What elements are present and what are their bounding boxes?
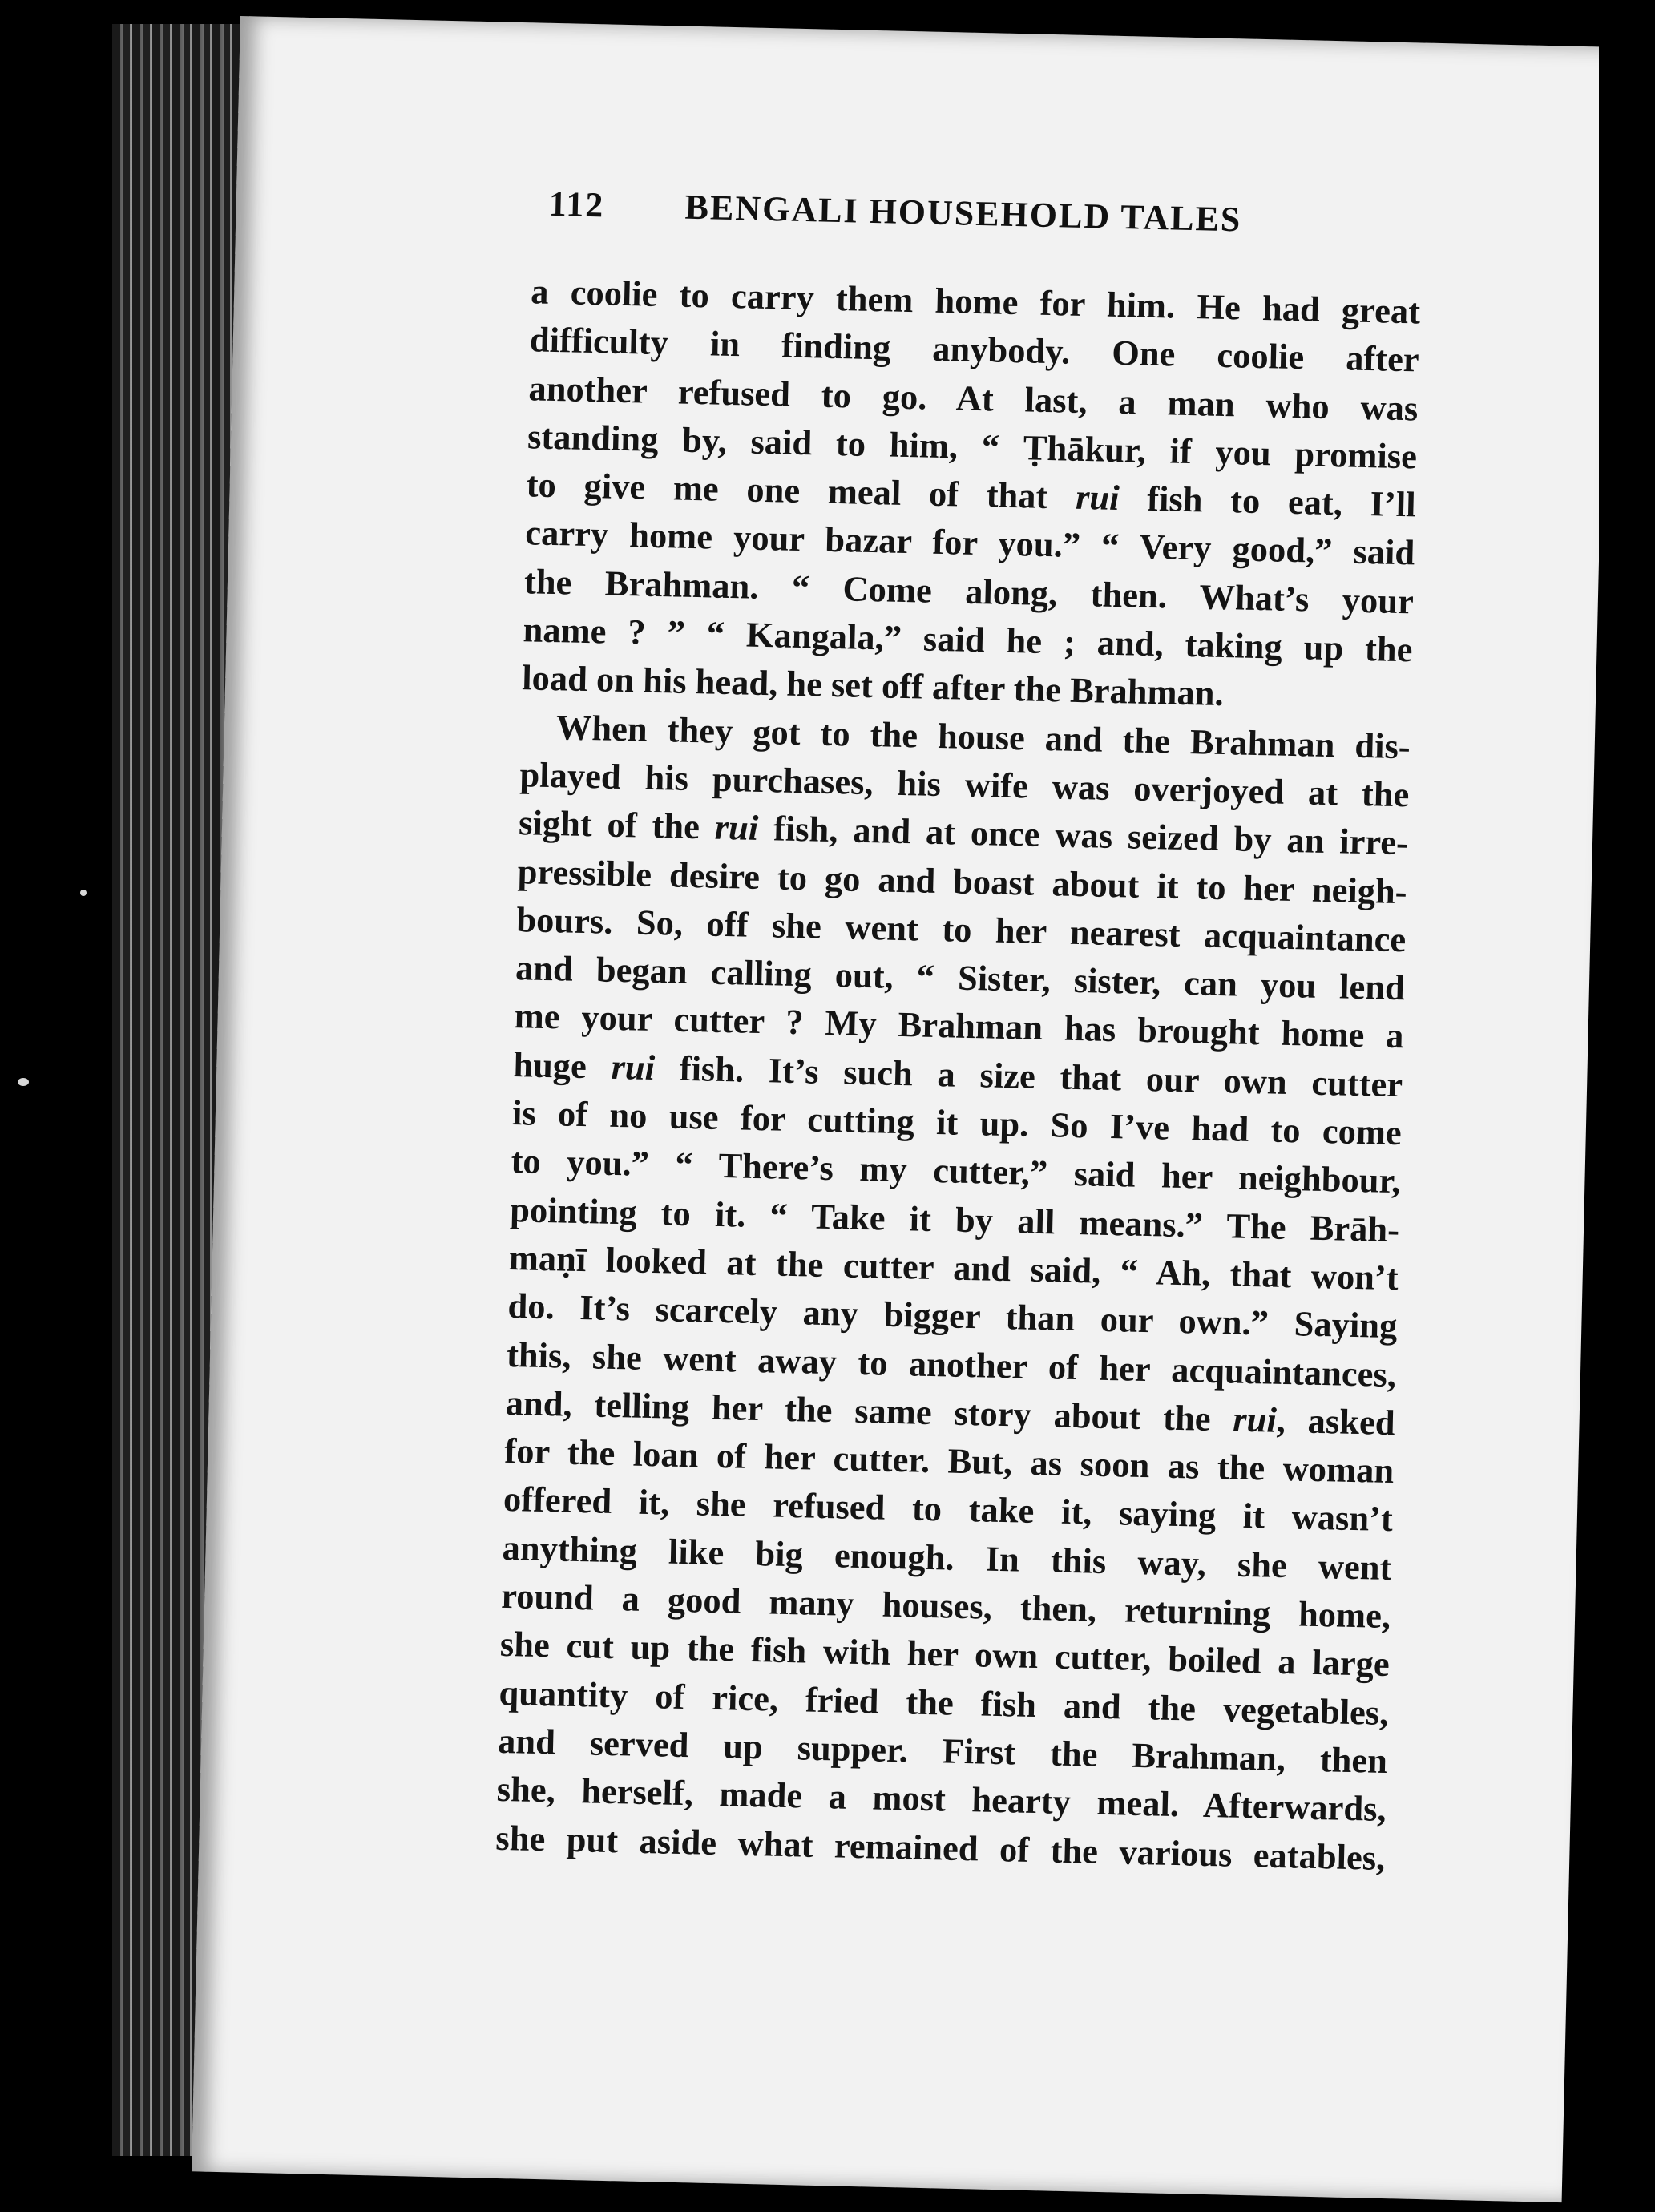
text-line: round a good many houses, then, returning home, — [500, 1575, 1391, 1637]
text-line: do. It’s scarcely any bigger than our own.” Saying — [507, 1286, 1398, 1346]
text-line: this, she went away to another of her acquaintances, — [506, 1334, 1397, 1395]
text-line: carry home your bazar for you.” “ Very good,” said — [524, 512, 1415, 573]
text-line: she, herself, made a most hearty meal. Afterwards, — [496, 1769, 1387, 1830]
text-line: to give me one meal of that rui fish to eat, I’ll — [526, 464, 1417, 525]
scan-speck — [18, 1078, 29, 1086]
text-line: for the loan of her cutter. But, as soon as the woman — [503, 1431, 1395, 1491]
book-page — [192, 16, 1611, 2202]
running-head — [548, 184, 1447, 244]
text-line: anything like big enough. In this way, she went — [502, 1527, 1393, 1588]
text-line: pointing to it. “ Take it by all means.” The Brāh- — [509, 1189, 1400, 1249]
text-line: offered it, she refused to take it, saying it wasn’t — [503, 1479, 1394, 1540]
text-line: name ? ” “ Kangala,” said he ; and, taking up the — [523, 609, 1414, 670]
text-line: huge rui fish. It’s such a size that our own cutter — [512, 1043, 1403, 1104]
text-line: When they got to the house and the Brahman dis- — [555, 706, 1411, 767]
text-line: maṇī looked at the cutter and said, “ Ah, that won’t — [508, 1237, 1399, 1298]
text-line: and served up supper. First the Brahman, then — [497, 1720, 1388, 1781]
page-number: 112 — [548, 184, 605, 225]
text-line: is of no use for cutting it up. So I’ve had to come — [511, 1092, 1403, 1153]
text-line: to you.” “ There’s my cutter,” said her neighbour, — [511, 1140, 1401, 1201]
body-text — [495, 267, 1421, 1881]
text-line: sight of the rui fish, and at once was seized by an irre- — [518, 802, 1409, 863]
text-line: the Brahman. “ Come along, then. What’s your — [523, 561, 1415, 622]
text-line: she put aside what remained of the various eatables, — [494, 1817, 1386, 1878]
text-line: load on his head, he set off after the Brahman. — [521, 657, 1225, 714]
text-line: pressible desire to go and boast about it to her neigh- — [517, 850, 1408, 911]
text-line: a coolie to carry them home for him. He had great — [530, 271, 1421, 332]
text-line: difficulty in finding anybody. One coolie after — [529, 319, 1420, 380]
running-title: BENGALI HOUSEHOLD TALES — [684, 187, 1242, 240]
text-line: bours. So, off she went to her nearest acquaintance — [515, 898, 1407, 960]
scan-speck — [80, 890, 87, 896]
text-line: she cut up the fish with her own cutter, boiled a large — [499, 1624, 1391, 1685]
scan-border-right — [1599, 0, 1655, 2212]
text-line: standing by, said to him, “ Ṭhākur, if you promise — [527, 416, 1418, 477]
text-line: quantity of rice, fried the fish and the vegetables, — [499, 1672, 1389, 1733]
text-line: me your cutter ? My Brahman has brought home a — [514, 995, 1405, 1056]
text-line: and began calling out, “ Sister, sister, can you lend — [515, 947, 1406, 1008]
text-line: and, telling her the same story about the rui, asked — [505, 1382, 1396, 1443]
text-line: another refused to go. At last, a man who was — [528, 367, 1419, 429]
text-line: played his purchases, his wife was overjoyed at the — [519, 754, 1410, 815]
